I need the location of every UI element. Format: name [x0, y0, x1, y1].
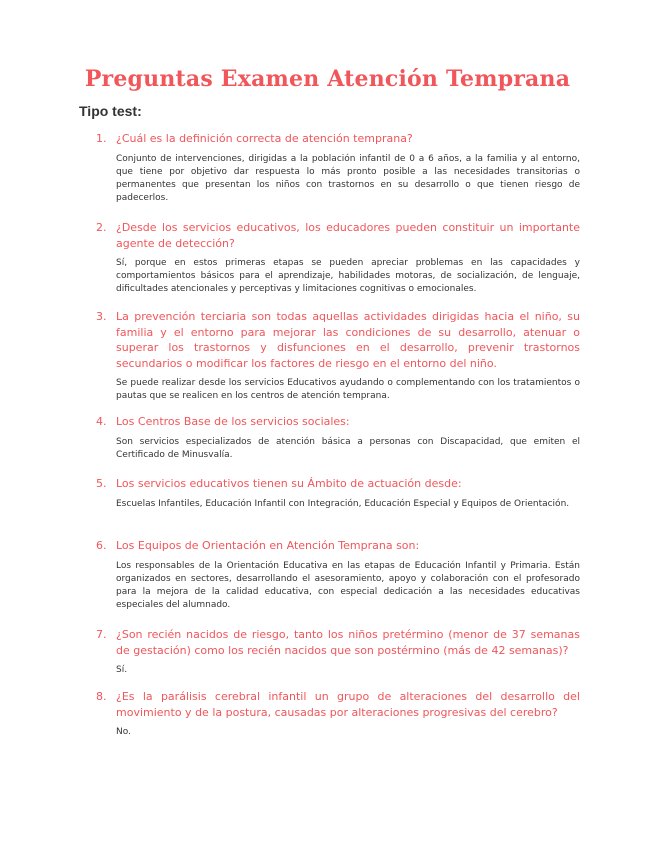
question-text: Los Equipos de Orientación en Atención Temprana son:: [116, 539, 420, 552]
answer-text: No.: [116, 727, 131, 737]
answer-text: Se puede realizar desde los servicios Educativos ayudando o complementando con los tratamientos o pautas que se realicen en los centros de atención temprana.: [116, 378, 580, 402]
question-number: 8.: [96, 690, 107, 703]
question-text: ¿Es la parálisis cerebral infantil un grupo de alteraciones del desarrollo del movimiento y de la postura, causadas por alteraciones progresivas del cerebro?: [116, 690, 580, 719]
answer-text: Son servicios especializados de atención básica a personas con Discapacidad, que emiten el Certificado de Minusvalía.: [116, 436, 580, 460]
question-item: [96, 131, 580, 205]
answer-text: Conjunto de intervenciones, dirigidas a la población infantil de 0 a 6 años, a la familia y al entorno, que tiene por objetivo dar respuesta lo más pronto posible a las necesidades transitorias o permanentes que presentan los niños con trastornos en su desarrollo o que tienen riesgo de padecerlos.: [116, 153, 580, 204]
question-number: 4.: [96, 415, 107, 428]
question-text: Los Centros Base de los servicios sociales:: [116, 415, 350, 428]
document-title: Preguntas Examen Atención Temprana: [84, 66, 571, 92]
question-text: ¿Son recién nacidos de riesgo, tanto los niños pretérmino (menor de 37 semanas de gestación) como los recién nacidos que son postérmino (más de 42 semanas)?: [116, 628, 580, 657]
question-number: 1.: [96, 132, 107, 145]
question-item: [96, 476, 580, 511]
question-text: ¿Cuál es la definición correcta de atención temprana?: [116, 132, 413, 145]
question-number: 6.: [96, 539, 107, 552]
question-item: [96, 689, 580, 739]
answer-text: Sí, porque en estos primeras etapas se pueden apreciar problemas en las capacidades y comportamientos básicos para el aprendizaje, habilidades motoras, de socialización, de lenguaje, dificultades atencionales y perceptivas y limitaciones cognitivas o emocionales.: [116, 258, 580, 295]
section-heading: Tipo test:: [79, 103, 142, 119]
answer-text: Sí.: [116, 665, 128, 675]
question-text: La prevención terciaria son todas aquellas actividades dirigidas hacia el niño, su familia y el entorno para mejorar las condiciones de su desarrollo, atenuar o superar los trastornos y disfunciones en el desarrollo, prevenir trastornos secundarios o modificar los factores de riesgo en el entorno del niño.: [116, 310, 580, 370]
question-text: Los servicios educativos tienen su Ámbito de actuación desde:: [116, 477, 462, 490]
question-item: [96, 414, 580, 462]
question-item: [96, 220, 580, 297]
question-item: [96, 538, 580, 612]
question-item: [96, 627, 580, 677]
question-number: 7.: [96, 628, 107, 641]
answer-text: Los responsables de la Orientación Educativa en las etapas de Educación Infantil y Primaria. Están organizados en sectores, desarrollando el asesoramiento, apoyo y colaboración con el profesorado para la mejora de la calidad educativa, con especial dedicación a las necesidades educativas especiales del alumnado.: [116, 560, 580, 611]
question-text: ¿Desde los servicios educativos, los educadores pueden constituir un importante agente de detección?: [116, 221, 580, 250]
question-number: 3.: [96, 310, 107, 323]
question-item: [96, 309, 580, 403]
question-number: 2.: [96, 221, 107, 234]
answer-text: Escuelas Infantiles, Educación Infantil con Integración, Educación Especial y Equipos de Orientación.: [116, 498, 570, 509]
question-number: 5.: [96, 477, 107, 490]
